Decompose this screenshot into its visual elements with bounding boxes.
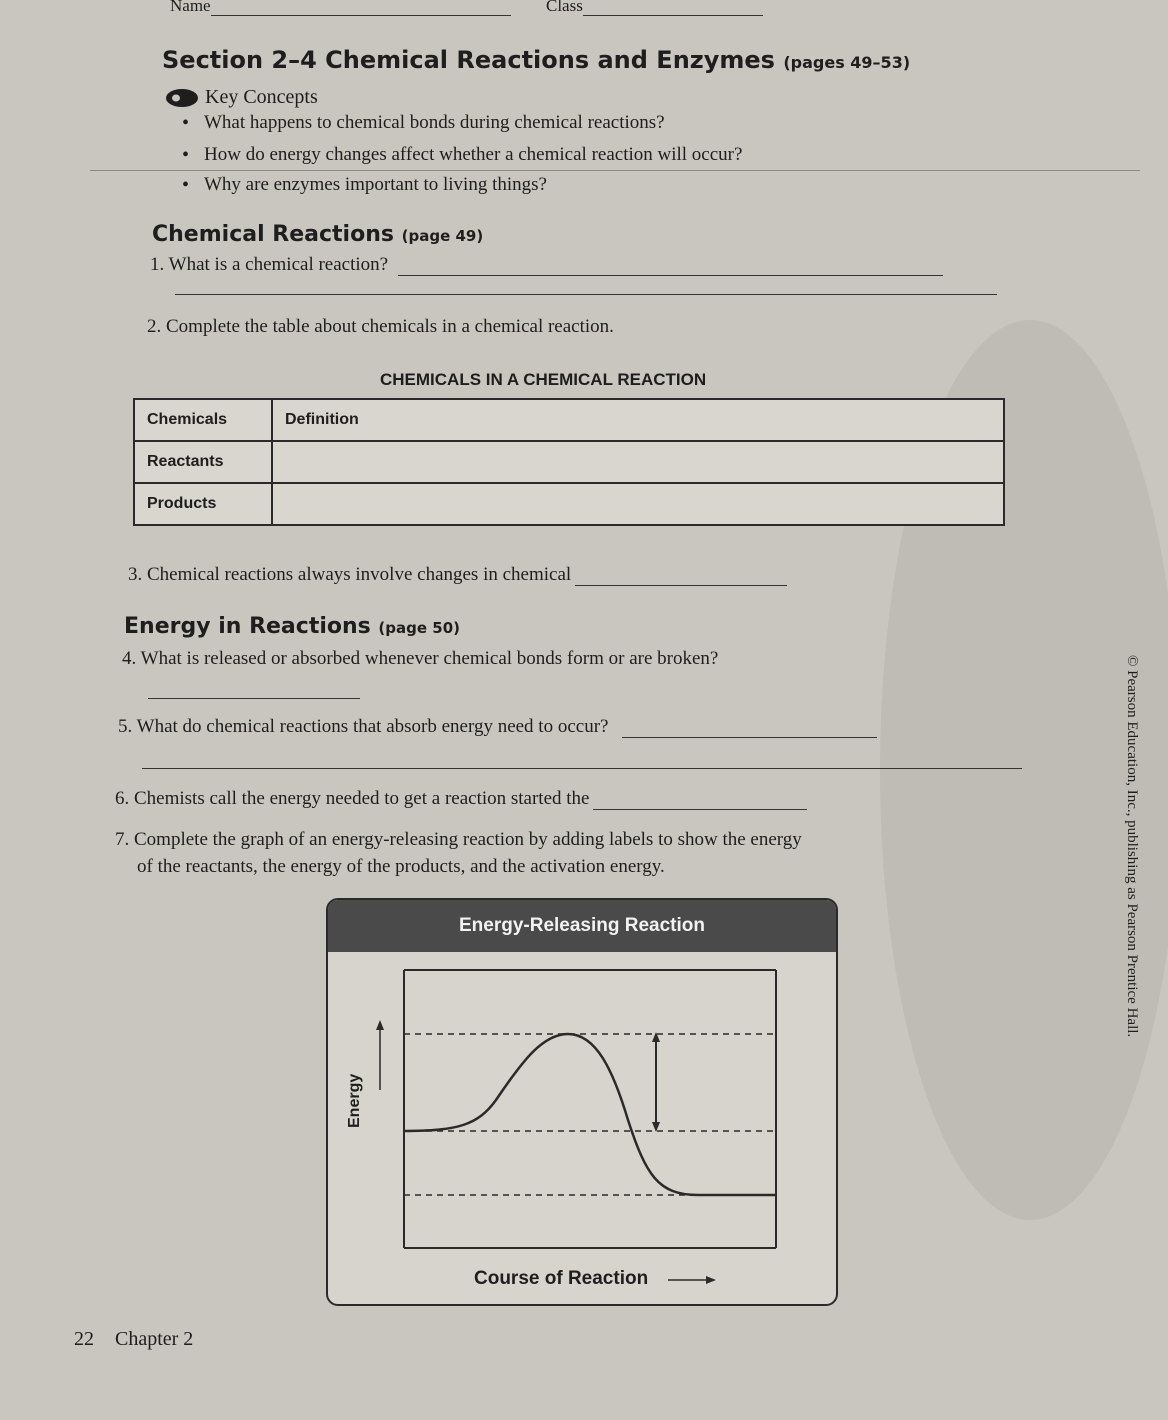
section-title: [162, 46, 910, 74]
table-cell-products-definition[interactable]: [272, 483, 1004, 525]
section-pages: (pages 49–53): [783, 53, 911, 72]
y-axis-arrow-head: [376, 1020, 384, 1030]
question-7: [115, 826, 802, 880]
x-axis-arrow-head: [706, 1276, 716, 1284]
class-label: Class: [546, 0, 583, 15]
graph-title: Energy-Releasing Reaction: [328, 900, 836, 952]
energy-graph: [326, 898, 838, 1306]
answer-5-blank[interactable]: [622, 723, 877, 738]
chemical-reactions-title: Chemical Reactions: [152, 222, 394, 247]
graph-xlabel: Course of Reaction: [474, 1268, 649, 1289]
copyright-credit: © Pearson Education, Inc., publishing as Pearson Prentice Hall.: [1124, 655, 1140, 1038]
table-header-row: [134, 399, 1004, 441]
question-7-line-1: 7. Complete the graph of an energy-releasing reaction by adding labels to show the energy: [115, 829, 802, 850]
question-3: [128, 564, 787, 586]
chemical-reactions-heading: [152, 222, 483, 247]
question-2: 2. Complete the table about chemicals in a chemical reaction.: [147, 316, 614, 337]
question-6: [115, 788, 807, 810]
energy-pages: (page 50): [378, 619, 460, 637]
key-concept-item: • Why are enzymes important to living things?: [204, 174, 742, 204]
name-label: Name: [170, 0, 211, 15]
answer-1-line-2[interactable]: [175, 294, 997, 295]
table-header-definition: Definition: [272, 399, 1004, 441]
graph-plot: [328, 900, 836, 1304]
footer: [74, 1328, 193, 1351]
table-caption: CHEMICALS IN A CHEMICAL REACTION: [380, 370, 707, 389]
table-cell-reactants: Reactants: [134, 441, 272, 483]
name-header: [170, 0, 511, 16]
table-cell-reactants-definition[interactable]: [272, 441, 1004, 483]
question-4: 4. What is released or absorbed whenever chemical bonds form or are broken?: [122, 648, 719, 669]
answer-1-blank[interactable]: [398, 261, 943, 276]
chemicals-table: [133, 398, 1005, 526]
key-concept-item: • How do energy changes affect whether a chemical reaction will occur?: [204, 144, 742, 174]
key-concepts-list: [204, 112, 742, 204]
answer-5-line-2[interactable]: [142, 768, 1022, 769]
name-blank[interactable]: [211, 1, 511, 16]
question-1-text: 1. What is a chemical reaction?: [150, 254, 389, 275]
section-title-text: Section 2–4 Chemical Reactions and Enzymes: [162, 46, 775, 74]
graph-ylabel: Energy: [346, 1073, 363, 1128]
question-3-text: 3. Chemical reactions always involve changes in chemical: [128, 564, 572, 585]
table-row: [134, 441, 1004, 483]
question-5: [118, 716, 877, 738]
key-icon: [165, 88, 199, 108]
question-6-text: 6. Chemists call the energy needed to get a reaction started the: [115, 788, 590, 809]
answer-3-blank[interactable]: [575, 571, 787, 586]
energy-title: Energy in Reactions: [124, 614, 371, 639]
question-5-text: 5. What do chemical reactions that absorb energy need to occur?: [118, 716, 609, 737]
chapter-label: Chapter 2: [115, 1328, 194, 1350]
table-row: [134, 483, 1004, 525]
key-concept-item: • What happens to chemical bonds during chemical reactions?: [204, 112, 742, 144]
class-blank[interactable]: [583, 1, 763, 16]
divider: [90, 170, 1140, 171]
reaction-curve: [404, 1034, 776, 1195]
answer-4-blank[interactable]: [148, 698, 360, 699]
key-concepts-label: Key Concepts: [205, 86, 318, 108]
question-1: [150, 254, 943, 276]
class-header: [546, 0, 763, 16]
energy-heading: [124, 614, 460, 639]
table-header-chemicals: Chemicals: [134, 399, 272, 441]
key-concepts-heading: [165, 86, 318, 109]
table-cell-products: Products: [134, 483, 272, 525]
page-number: 22: [74, 1328, 94, 1350]
chemical-reactions-pages: (page 49): [401, 227, 484, 245]
question-7-line-2: of the reactants, the energy of the products, and the activation energy.: [137, 856, 665, 877]
answer-6-blank[interactable]: [593, 795, 807, 810]
